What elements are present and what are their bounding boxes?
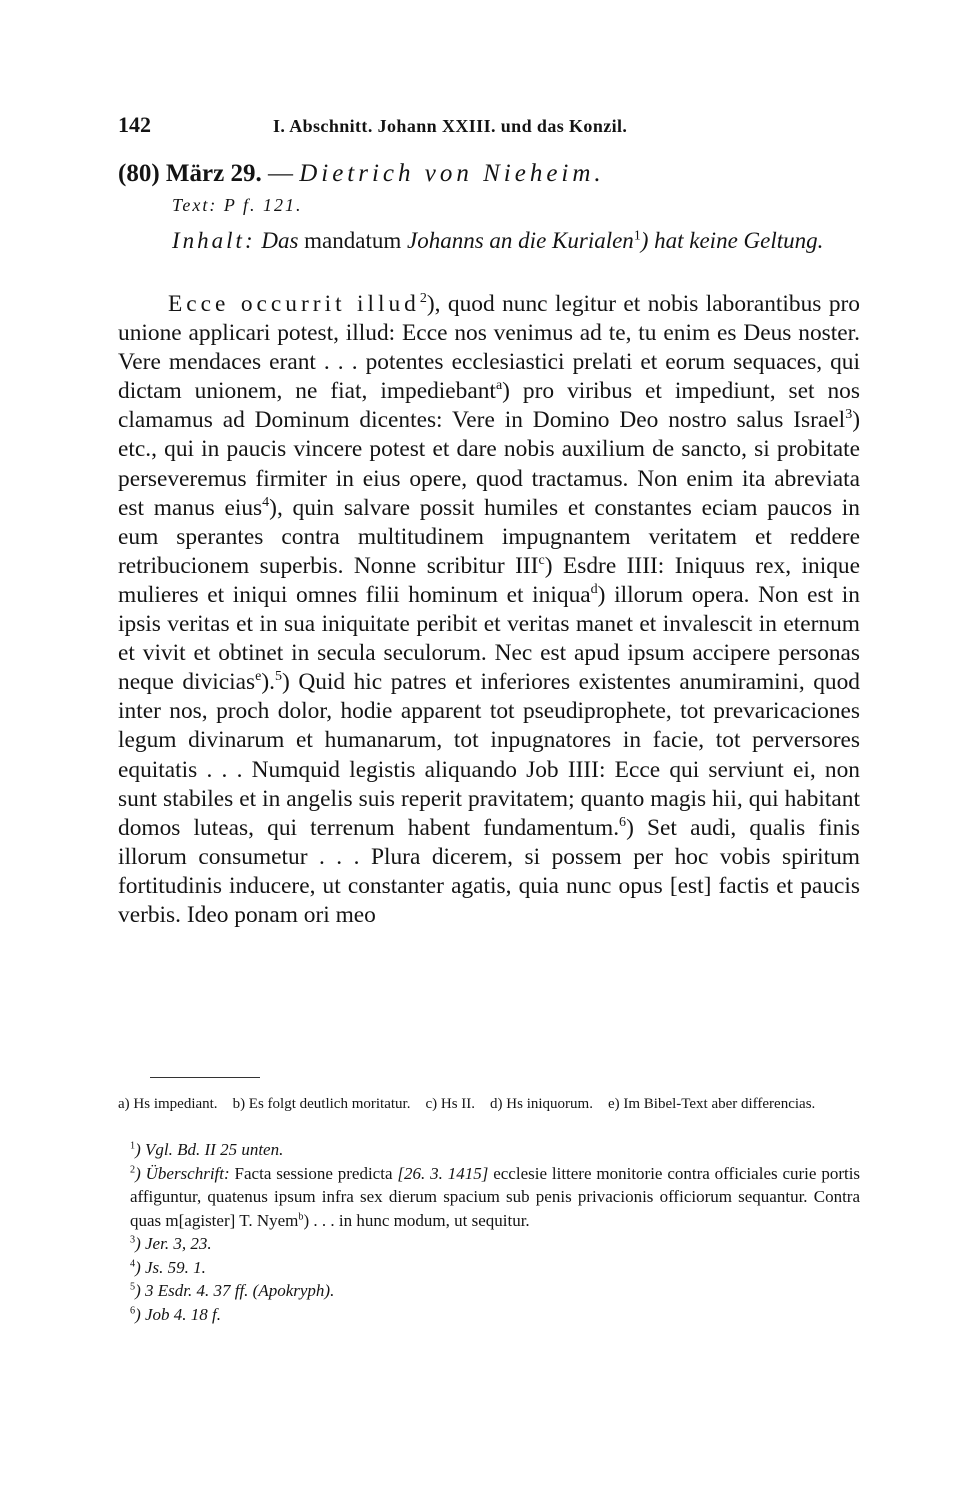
text-segment: ), quin salvare possit humiles et constantes eciam paucos in eum sperantes contra multitudinem impugnantem veritatem et reddere retribucionem superbis. Nonne scribitur III (118, 494, 860, 579)
main-text (118, 290, 860, 930)
footnote-ref: 6 (619, 813, 627, 830)
footnote-number: 5 (130, 1281, 136, 1293)
apparatus-note-b: b) Es folgt deutlich moritatur. (232, 1096, 411, 1112)
document-number: (80) (118, 160, 160, 187)
inhalt-part-2: mandatum (304, 228, 402, 253)
document-date: März 29. (165, 160, 262, 187)
apparatus-note-c: c) Hs II. (425, 1096, 476, 1112)
inhalt-part-3: Johanns an die Kurialen (407, 228, 634, 253)
footnote-text: ) Job 4. 18 f. (135, 1304, 222, 1324)
critical-apparatus (118, 1093, 860, 1115)
footnote-text: ) 3 Esdr. 4. 37 ff. (Apokryph). (135, 1281, 335, 1300)
footnote-lead: ) Überschrift: (135, 1163, 230, 1183)
document-author: Dietrich von Nieheim. (299, 160, 605, 187)
text-segment: ) Quid hic patres et inferiores existentes anumiramini, quod inter nos, proch dolor, hodie apparent tot pseudiprophete, tot prevaricaciones legum divinarum et humanarum, tot inpugnatores in facie, tot perversores equitatis . . . Numquid legistis aliquando Job IIII: Ecce qui serviunt ei, non sunt stabiles et in angelis suis reperit pravitatem; quanto magis hii, qui habitant domos luteas, qui terrenum habent fundamentum. (118, 669, 861, 841)
inhalt-label: Inhalt: (172, 228, 256, 253)
footnote-text: Facta sessione predicta (234, 1163, 393, 1183)
footnote-2 (118, 1162, 860, 1233)
footnote-3 (118, 1232, 860, 1256)
footnote-number: 1 (130, 1140, 136, 1152)
footnote-ref: 4 (262, 493, 270, 510)
footnote-text: ) . . . in hunc modum, ut sequitur. (303, 1210, 530, 1230)
footnote-text: ) Vgl. Bd. II 25 unten. (135, 1140, 284, 1159)
footnote-number: 4 (130, 1257, 136, 1269)
footnote-divider (150, 1077, 260, 1078)
footnote-text: ecclesie littere monitorie contra officiales curie portis affiguntur, quatenus ipsum infra sex dierum spacium sub penis privacionis officiorum sequantur. Contra quas m[agister] T. Nyem (130, 1163, 861, 1230)
running-head: I. Abschnitt. Johann XXIII. und das Konzil. (273, 116, 628, 136)
inhalt-part-4: ) hat keine Geltung. (640, 228, 824, 253)
footnote-number: 3 (130, 1234, 136, 1246)
footnote-5 (118, 1279, 860, 1303)
text-segment: ) Esdre IIII: Iniquus rex, inique mulieres et iniqui omnes filii hominum et iniqua (118, 552, 860, 608)
text-segment: ), quod nunc legitur et nobis laborantibus pro unione applicari potest, illud: Ecce nos venimus ad te, tu enim es Deus noster. Vere mendaces erant . . . potentes ecclesiastici prelati et eorum sequaces, qui dictam unionem, ne fiat, impediebant (118, 291, 860, 405)
footnote-number: 6 (130, 1304, 136, 1316)
text-segment: Ecce occurrit illud (168, 291, 420, 317)
footnote-ref: d (590, 581, 598, 598)
footnote-ref: a (495, 377, 503, 394)
footnote-ref: 5 (275, 668, 283, 685)
inhalt-part-1: Das (261, 228, 299, 253)
apparatus-note-e: e) Im Bibel-Text aber differencias. (607, 1096, 816, 1112)
page-number: 142 (118, 112, 151, 137)
text-segment: ) Set audi, qualis finis illorum consumetur . . . Plura dicerem, si possem per hoc vobis spiritum fortitudinis inducere, ut constanter agatis, quia nunc opus [est] factis et paucis verbis. Ideo ponam ori meo (118, 814, 860, 928)
footnote-ref: c (538, 552, 545, 569)
footnote-text: ) Jer. 3, 23. (135, 1234, 212, 1253)
heading-dash: — (267, 160, 293, 187)
text-segment: ). (261, 669, 275, 696)
footnote-4 (118, 1256, 860, 1280)
text-segment: ) etc., qui in paucis vincere potest et dare nobis auxilium de sancto, si probitate perseveremus firmiter in eius opere, quod tractamus. Non enim ita abreviata est manus eius (118, 407, 860, 521)
apparatus-ref: b (298, 1210, 304, 1222)
footnote-number: 2 (130, 1163, 136, 1175)
footnote-ref: 3 (845, 406, 853, 423)
document-heading (118, 160, 860, 188)
text-segment: ) pro viribus et impediunt, set nos clamamus ad Dominum dicentes: Vere in Domino Deo nostro salus Israel (118, 378, 860, 434)
source-reference: Text: P f. 121. (172, 195, 303, 215)
apparatus-note-d: d) Hs iniquorum. (490, 1096, 593, 1112)
apparatus-note-a: a) Hs impediant. (118, 1096, 218, 1112)
content-summary (118, 226, 860, 255)
footnotes (118, 1138, 860, 1326)
footnote-1 (118, 1138, 860, 1162)
footnote-date: [26. 3. 1415] (397, 1163, 489, 1183)
footnote-ref: 2 (419, 290, 427, 307)
text-segment: ) illorum opera. Non est in ipsis veritas et in sua iniquitate peribit et veritas manet et invalescit in eternum et vivit et obtinet in secula seculorum. Nec est apud ipsum accipere personas neque divicias (118, 581, 860, 696)
footnote-ref: e (255, 668, 262, 685)
footnote-6 (118, 1303, 860, 1327)
footnote-text: ) Js. 59. 1. (135, 1257, 206, 1277)
footnote-ref: 1 (633, 227, 641, 243)
page-header (118, 112, 860, 142)
